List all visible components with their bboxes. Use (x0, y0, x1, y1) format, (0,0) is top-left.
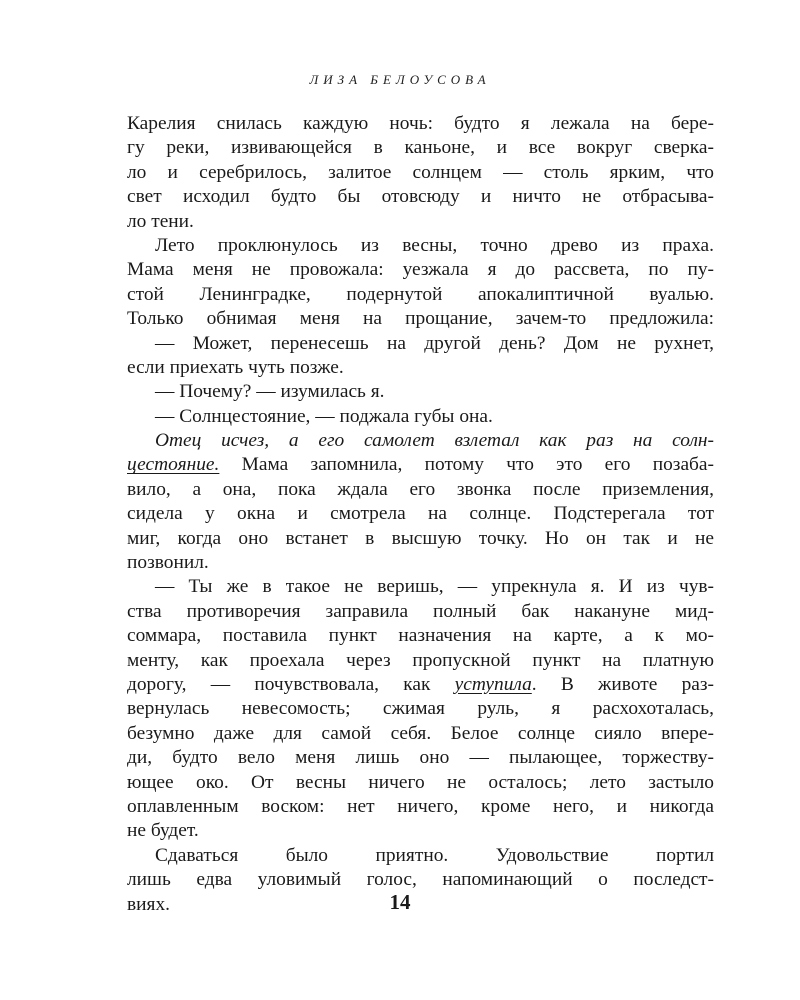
running-head-author: ЛИЗА БЕЛОУСОВА (309, 72, 491, 87)
body-text (127, 112, 714, 917)
italic-underlined-text: уступила (454, 673, 532, 695)
text-line: — Ты же в такое не веришь, — упрекнула я. И из чув- (155, 576, 714, 598)
text-line: сидела у окна и смотрела на солнце. Подстерегала тот (127, 503, 714, 525)
text-run: Мама запомнила, потому что это его позаба- (219, 454, 714, 476)
text-line: миг, когда оно встанет в высшую точку. Но он так и не (127, 527, 714, 549)
text-line: — Может, перенесешь на другой день? Дом не рухнет, (155, 332, 714, 354)
paragraph-1 (127, 112, 714, 234)
text-line (127, 429, 714, 453)
text-line: вернулась невесомость; сжимая руль, я расхохоталась, (127, 698, 714, 720)
text-line: — Почему? — изумилась я. (155, 381, 385, 403)
paragraph-4-dialogue (127, 380, 714, 404)
text-line (127, 453, 714, 477)
text-line (127, 673, 714, 697)
text-line: Только обнимая меня на прощание, зачем-то предложила: (127, 308, 714, 330)
text-line: ло тени. (127, 210, 194, 232)
text-line: безумно даже для самой себя. Белое солнце сияло впере- (127, 722, 714, 744)
text-line: Лето проклюнулось из весны, точно древо из праха. (155, 234, 714, 256)
italic-underlined-text: цестояние. (127, 454, 220, 476)
text-line: свет исходил будто бы отовсюду и ничто не отбрасыва- (127, 186, 714, 208)
text-line: соммара, поставила пункт назначения на карте, а к мо- (127, 625, 714, 647)
page-number: 14 (389, 890, 411, 914)
text-line: — Солнцестояние, — поджала губы она. (155, 405, 493, 427)
paragraph-6 (127, 429, 714, 575)
text-line: Сдаваться было приятно. Удовольствие портил (155, 844, 714, 866)
text-line: Карелия снилась каждую ночь: будто я лежала на бере- (127, 113, 714, 134)
text-line: менту, как проехала через пропускной пункт на платную (127, 649, 714, 671)
paragraph-3-dialogue (127, 332, 714, 381)
text-line: стой Ленинградке, подернутой апокалиптичной вуалью. (127, 283, 714, 305)
text-line: не будет. (127, 820, 199, 842)
text-line: ло и серебрилось, залитое солнцем — столь ярким, что (127, 161, 714, 183)
paragraph-5-dialogue (127, 405, 714, 429)
text-run: дорогу, — почувствовала, как (127, 673, 455, 695)
text-line: ди, будто вело меня лишь оно — пылающее, торжеству- (127, 747, 714, 769)
text-line: ющее око. От весны ничего не осталось; лето застыло (127, 771, 714, 793)
text-line: гу реки, извивающейся в каньоне, и все вокруг сверка- (127, 137, 714, 159)
text-line: ства противоречия заправила полный бак накануне мид- (127, 600, 714, 622)
text-line: позвонил. (127, 552, 209, 574)
text-line: Мама меня не провожала: уезжала я до рассвета, по пу- (127, 259, 714, 281)
text-run: . В животе раз- (531, 673, 714, 695)
paragraph-2 (127, 234, 714, 332)
text-line: виях. (127, 893, 170, 915)
italic-text: Отец исчез, а его самолет взлетал как раз на солн- (155, 430, 714, 452)
text-line: лишь едва уловимый голос, напоминающий о последст- (127, 869, 714, 891)
paragraph-7 (127, 575, 714, 843)
text-line: если приехать чуть позже. (127, 356, 344, 378)
text-line: вило, а она, пока ждала его звонка после приземления, (127, 478, 714, 500)
text-line: оплавленным воском: нет ничего, кроме него, и никогда (127, 795, 714, 817)
